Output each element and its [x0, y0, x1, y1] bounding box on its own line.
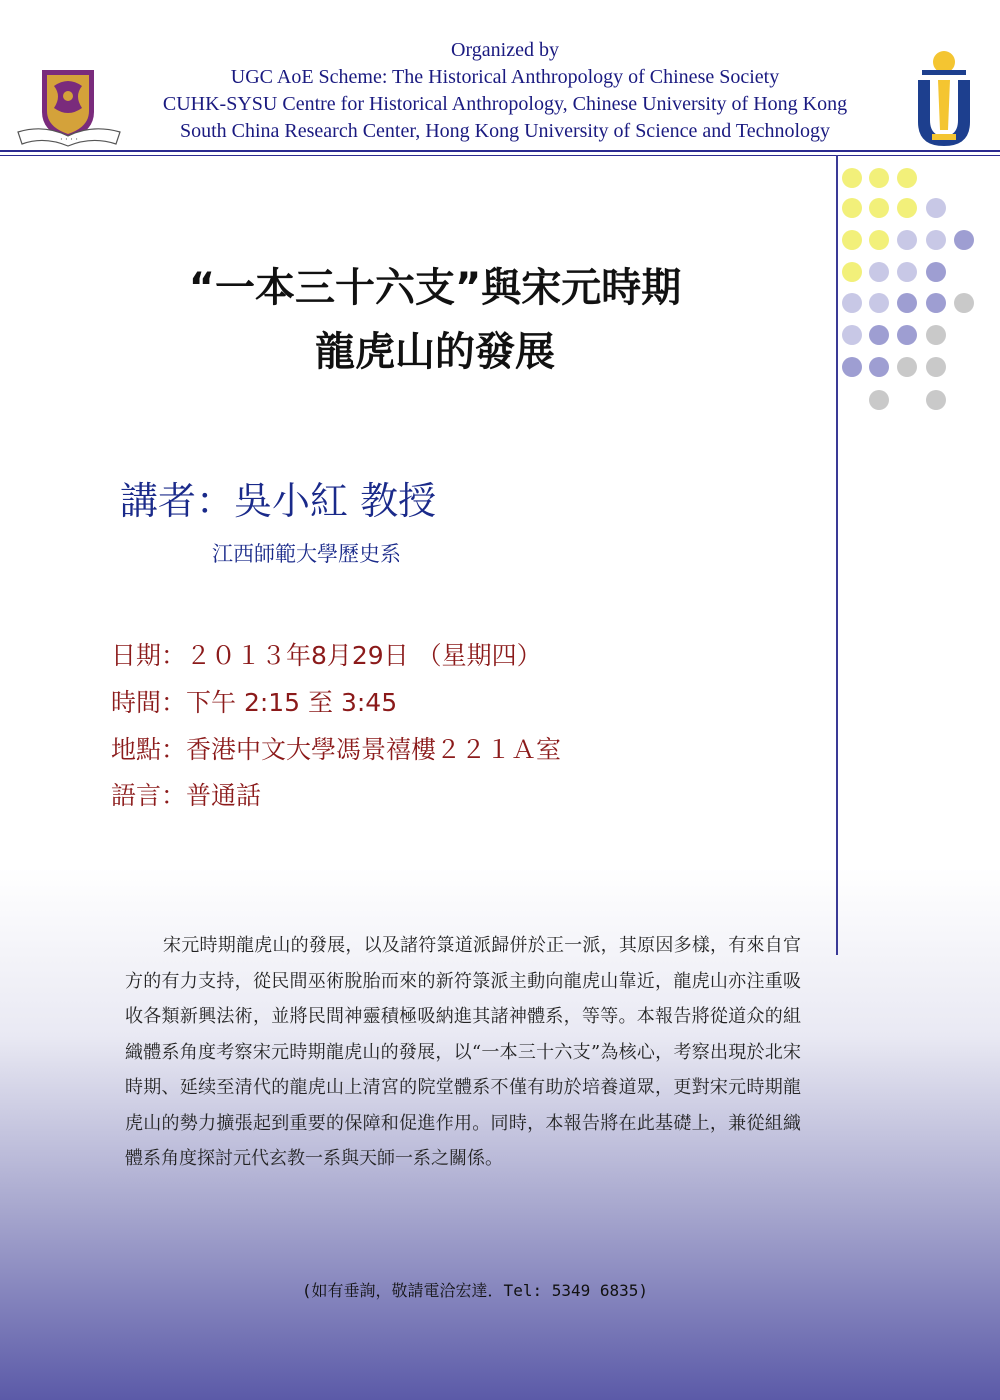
event-time: 時間：下午 2:15 至 3:45 — [111, 688, 398, 717]
decorative-dot-grid — [838, 162, 998, 422]
header-rule-thin — [0, 155, 1000, 156]
organizer-header — [0, 0, 1000, 160]
organizer-line-1: UGC AoE Scheme: The Historical Anthropology of Chinese Society — [230, 66, 780, 88]
organizer-line-2: CUHK-SYSU Centre for Historical Anthropology, Chinese University of Hong Kong — [162, 93, 848, 115]
lecture-title-line-1: “一本三十六支”與宋元時期 — [188, 265, 682, 311]
lecture-abstract: 宋元時期龍虎山的發展，以及諸符箓道派歸併於正一派，其原因多樣，有來自官方的有力支持，從民間巫術脫胎而來的新符箓派主動向龍虎山靠近，龍虎山亦注重吸收各類新興法術，並將民間神靈積極吸納進其諸神體系，等等。本報告將從道众的組織體系角度考察宋元時期龍虎山的發展，以“一本三十六支”為核心，考察出現於北宋時期、延续至清代的龍虎山上清宮的院堂體系不僅有助於培養道眾，更對宋元時期龍虎山的勢力擴張起到重要的保障和促進作用。同時，本報告將在此基礎上，兼從組織體系角度探討元代玄教一系與天師一系之關係。 — [125, 935, 801, 1169]
lecture-title-line-2: 龍虎山的發展 — [315, 329, 555, 375]
event-date: 日期：２０１３年8月29日 （星期四） — [111, 641, 542, 670]
hkust-logo-icon — [916, 50, 972, 148]
header-rule — [0, 150, 1000, 152]
event-venue: 地點：香港中文大學馮景禧樓２２１Ａ室 — [111, 735, 562, 764]
svg-text:· · · ·: · · · · — [60, 135, 78, 144]
event-language: 語言：普通話 — [111, 781, 262, 810]
organizer-line-3: South China Research Center, Hong Kong University of Science and Technology — [179, 120, 831, 142]
contact-info: (如有垂詢，敬請電洽宏達．Tel: 5349 6835) — [301, 1281, 649, 1300]
speaker-affiliation: 江西師範大學歷史系 — [212, 542, 401, 566]
cuhk-crest-icon — [14, 66, 124, 148]
organized-by-label: Organized by — [451, 39, 559, 61]
speaker-name: 講者：吳小紅 教授 — [120, 479, 437, 523]
